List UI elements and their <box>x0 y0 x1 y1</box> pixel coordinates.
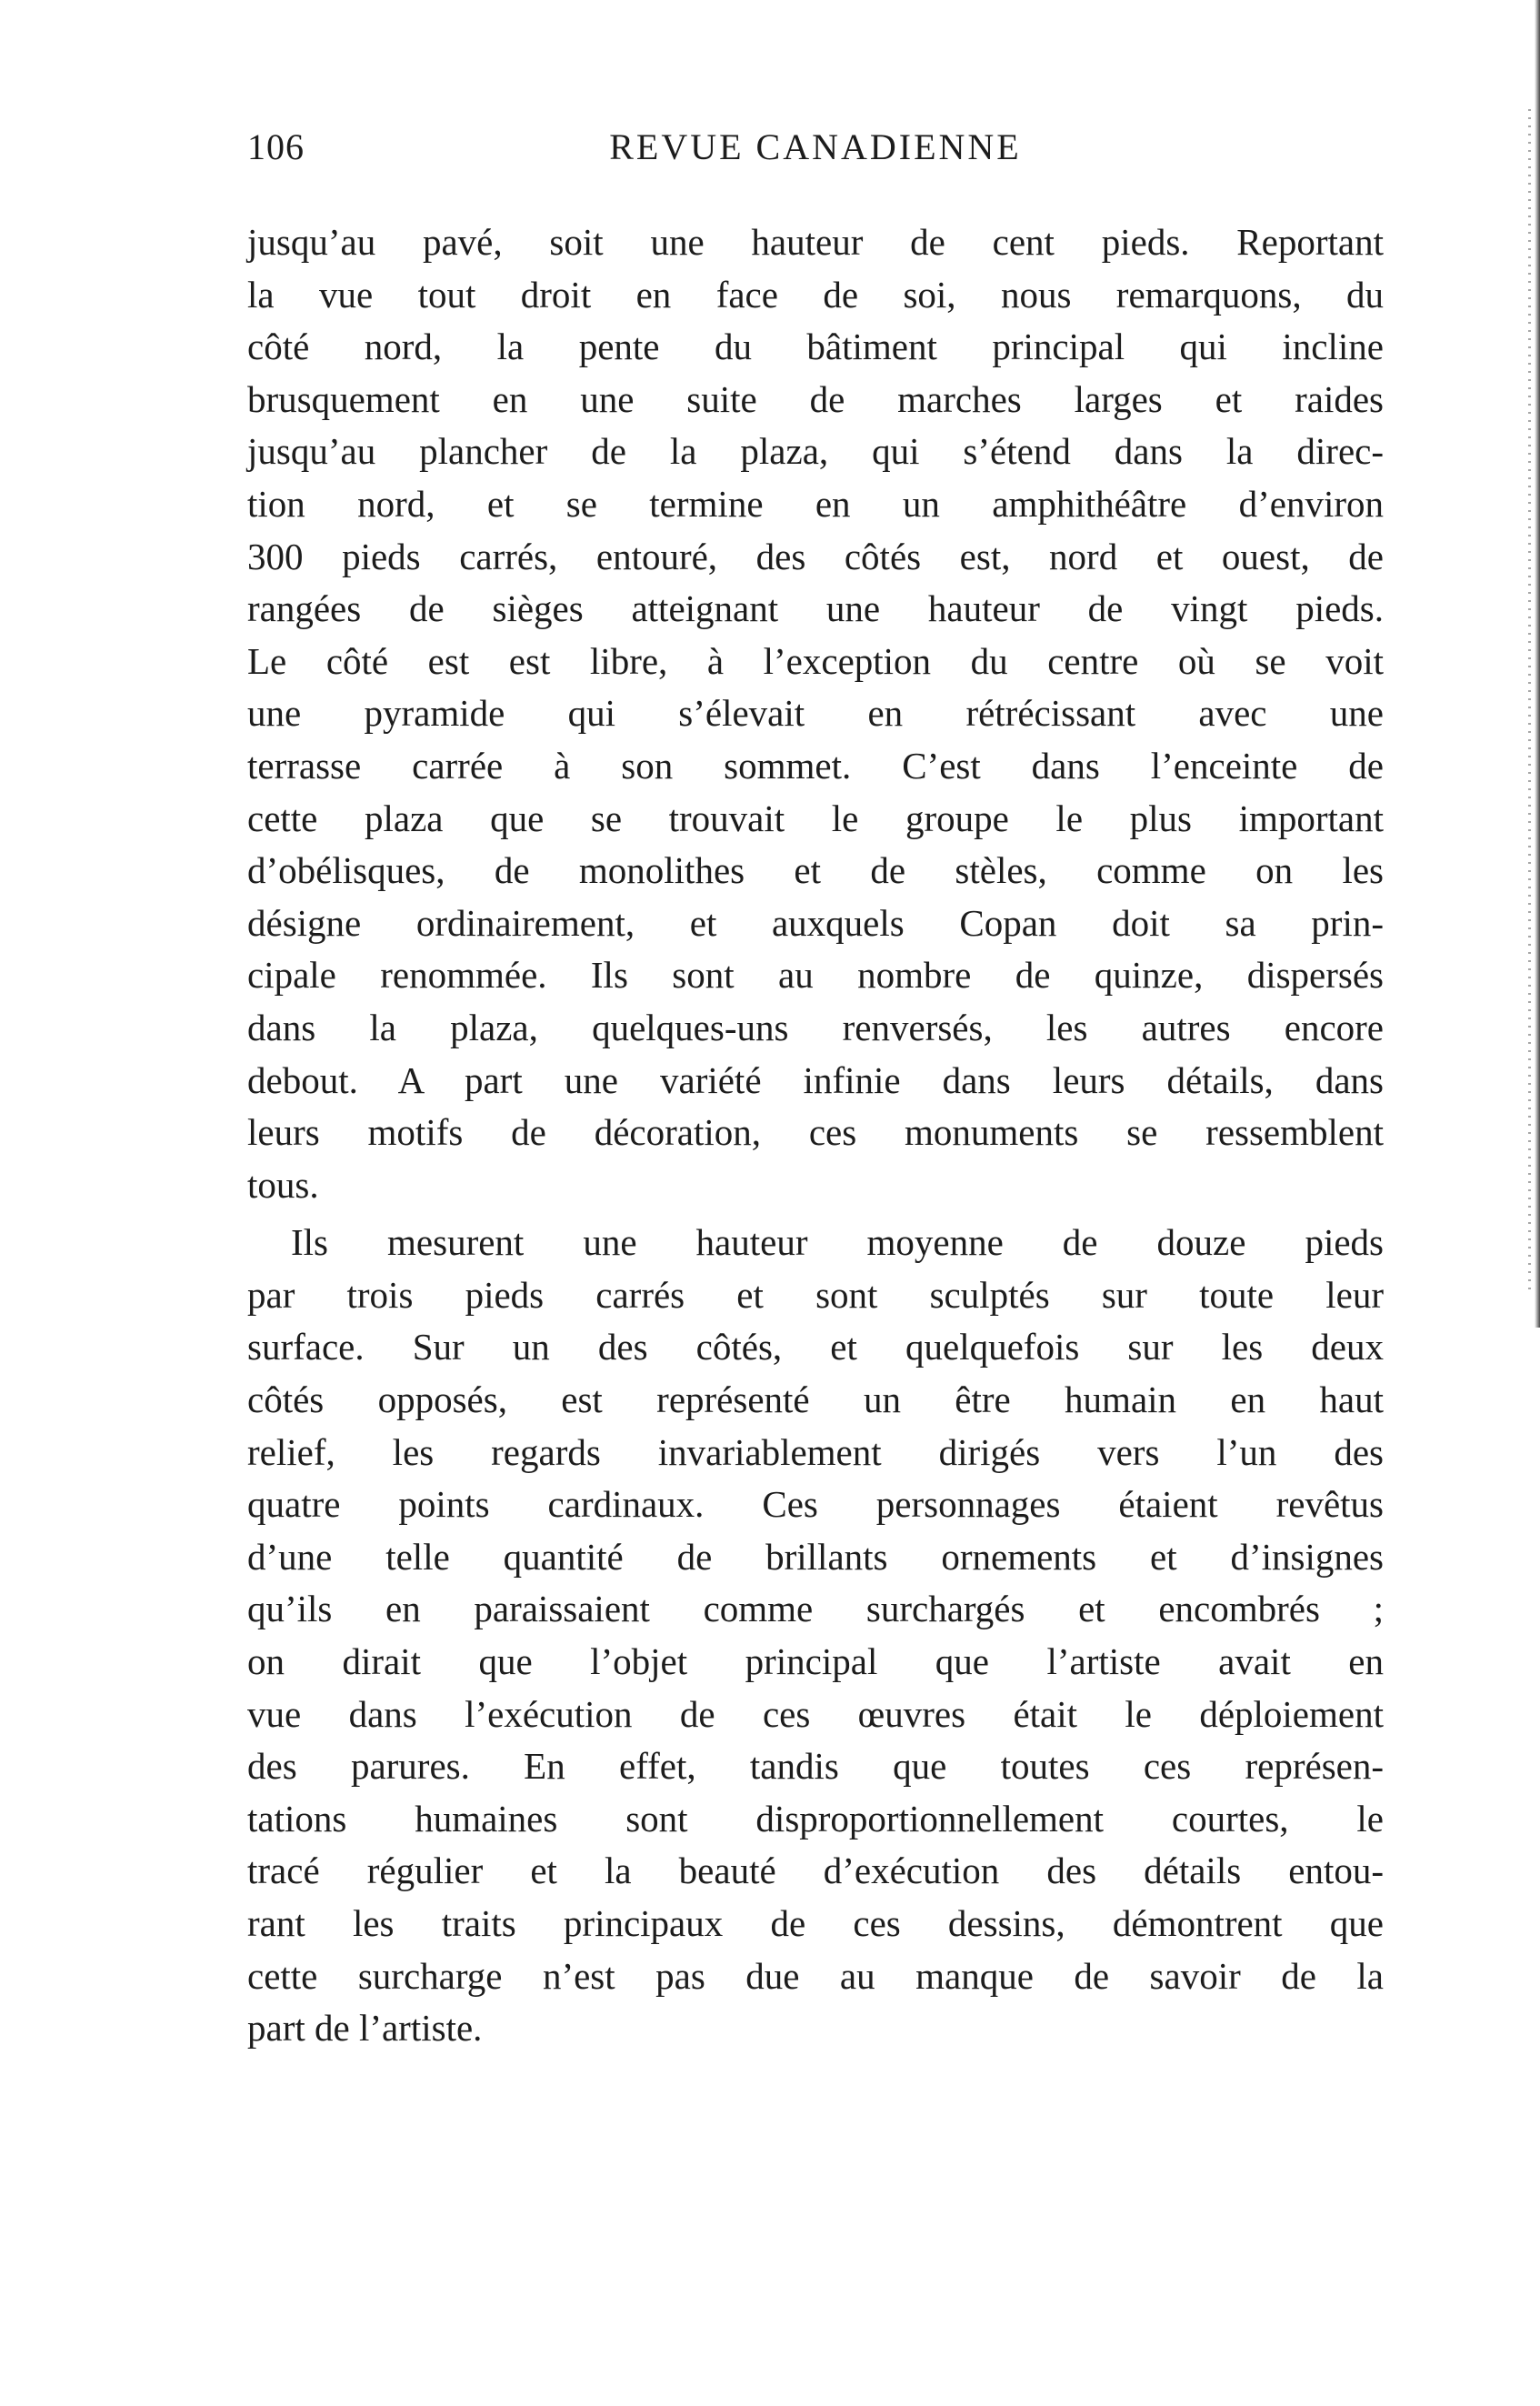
text-line: d’obélisques, de monolithes et de stèles, comme on les <box>247 849 1384 892</box>
text-line: vue dans l’exécution de ces œuvres était le déploiement <box>247 1692 1384 1735</box>
text-line: une pyramide qui s’élevait en rétrécissant avec une <box>247 692 1384 735</box>
text-line: côté nord, la pente du bâtiment principal qui incline <box>247 326 1384 368</box>
text-line: Ils mesurent une hauteur moyenne de douze pieds <box>291 1221 1384 1264</box>
text-line: cette surcharge n’est pas due au manque de savoir de la <box>247 1954 1384 1997</box>
text-line: terrasse carrée à son sommet. C’est dans l’enceinte de <box>247 744 1384 787</box>
text-line: tracé régulier et la beauté d’exécution des détails entou- <box>247 1850 1384 1892</box>
text-line: des parures. En effet, tandis que toutes ces représen- <box>247 1745 1384 1788</box>
running-title: REVUE CANADIENNE <box>609 126 1022 167</box>
text-line: par trois pieds carrés et sont sculptés sur toute leur <box>247 1273 1384 1316</box>
body-text <box>247 216 1384 2055</box>
text-line: 300 pieds carrés, entouré, des côtés est, nord et ouest, de <box>247 535 1384 577</box>
text-line: Le côté est est libre, à l’exception du centre où se voit <box>247 639 1384 682</box>
text-line: debout. A part une variété infinie dans leurs détails, dans <box>247 1058 1384 1101</box>
page-number: 106 <box>247 126 305 167</box>
text-line: quatre points cardinaux. Ces personnages étaient revêtus <box>247 1483 1384 1526</box>
text-line: cipale renommée. Ils sont au nombre de quinze, dispersés <box>247 954 1384 997</box>
text-line: la vue tout droit en face de soi, nous remarquons, du <box>247 273 1384 316</box>
scan-edge-noise <box>1528 109 1531 1291</box>
paragraph-1 <box>247 216 1384 1211</box>
text-line: tion nord, et se termine en un amphithéâtre d’environ <box>247 482 1384 525</box>
text-line: tations humaines sont disproportionnellement courtes, le <box>247 1797 1384 1840</box>
text-line: jusqu’au plancher de la plaza, qui s’étend dans la direc- <box>247 430 1384 473</box>
text-line: tous. <box>247 1163 319 1206</box>
text-line: rangées de sièges atteignant une hauteur de vingt pieds. <box>247 587 1384 630</box>
paragraph-2 <box>247 1217 1384 2055</box>
text-line: désigne ordinairement, et auxquels Copan doit sa prin- <box>247 901 1384 944</box>
text-line: brusquement en une suite de marches larges et raides <box>247 377 1384 420</box>
scan-binding-edge <box>1535 0 1540 1328</box>
text-line: côtés opposés, est représenté un être humain en haut <box>247 1378 1384 1421</box>
text-line: leurs motifs de décoration, ces monuments se ressemblent <box>247 1111 1384 1154</box>
page-header <box>247 125 1384 180</box>
text-line: on dirait que l’objet principal que l’artiste avait en <box>247 1640 1384 1683</box>
text-line: relief, les regards invariablement dirigés vers l’un des <box>247 1430 1384 1473</box>
text-line: dans la plaza, quelques-uns renversés, les autres encore <box>247 1006 1384 1048</box>
text-line: rant les traits principaux de ces dessins, démontrent que <box>247 1902 1384 1944</box>
text-line: part de l’artiste. <box>247 2007 483 2050</box>
text-line: qu’ils en paraissaient comme surchargés et encombrés ; <box>247 1588 1384 1630</box>
text-line: cette plaza que se trouvait le groupe le plus important <box>247 797 1384 839</box>
text-line: jusqu’au pavé, soit une hauteur de cent pieds. Reportant <box>247 221 1384 263</box>
text-line: surface. Sur un des côtés, et quelquefois sur les deux <box>247 1326 1384 1368</box>
text-line: d’une telle quantité de brillants ornements et d’insignes <box>247 1535 1384 1578</box>
